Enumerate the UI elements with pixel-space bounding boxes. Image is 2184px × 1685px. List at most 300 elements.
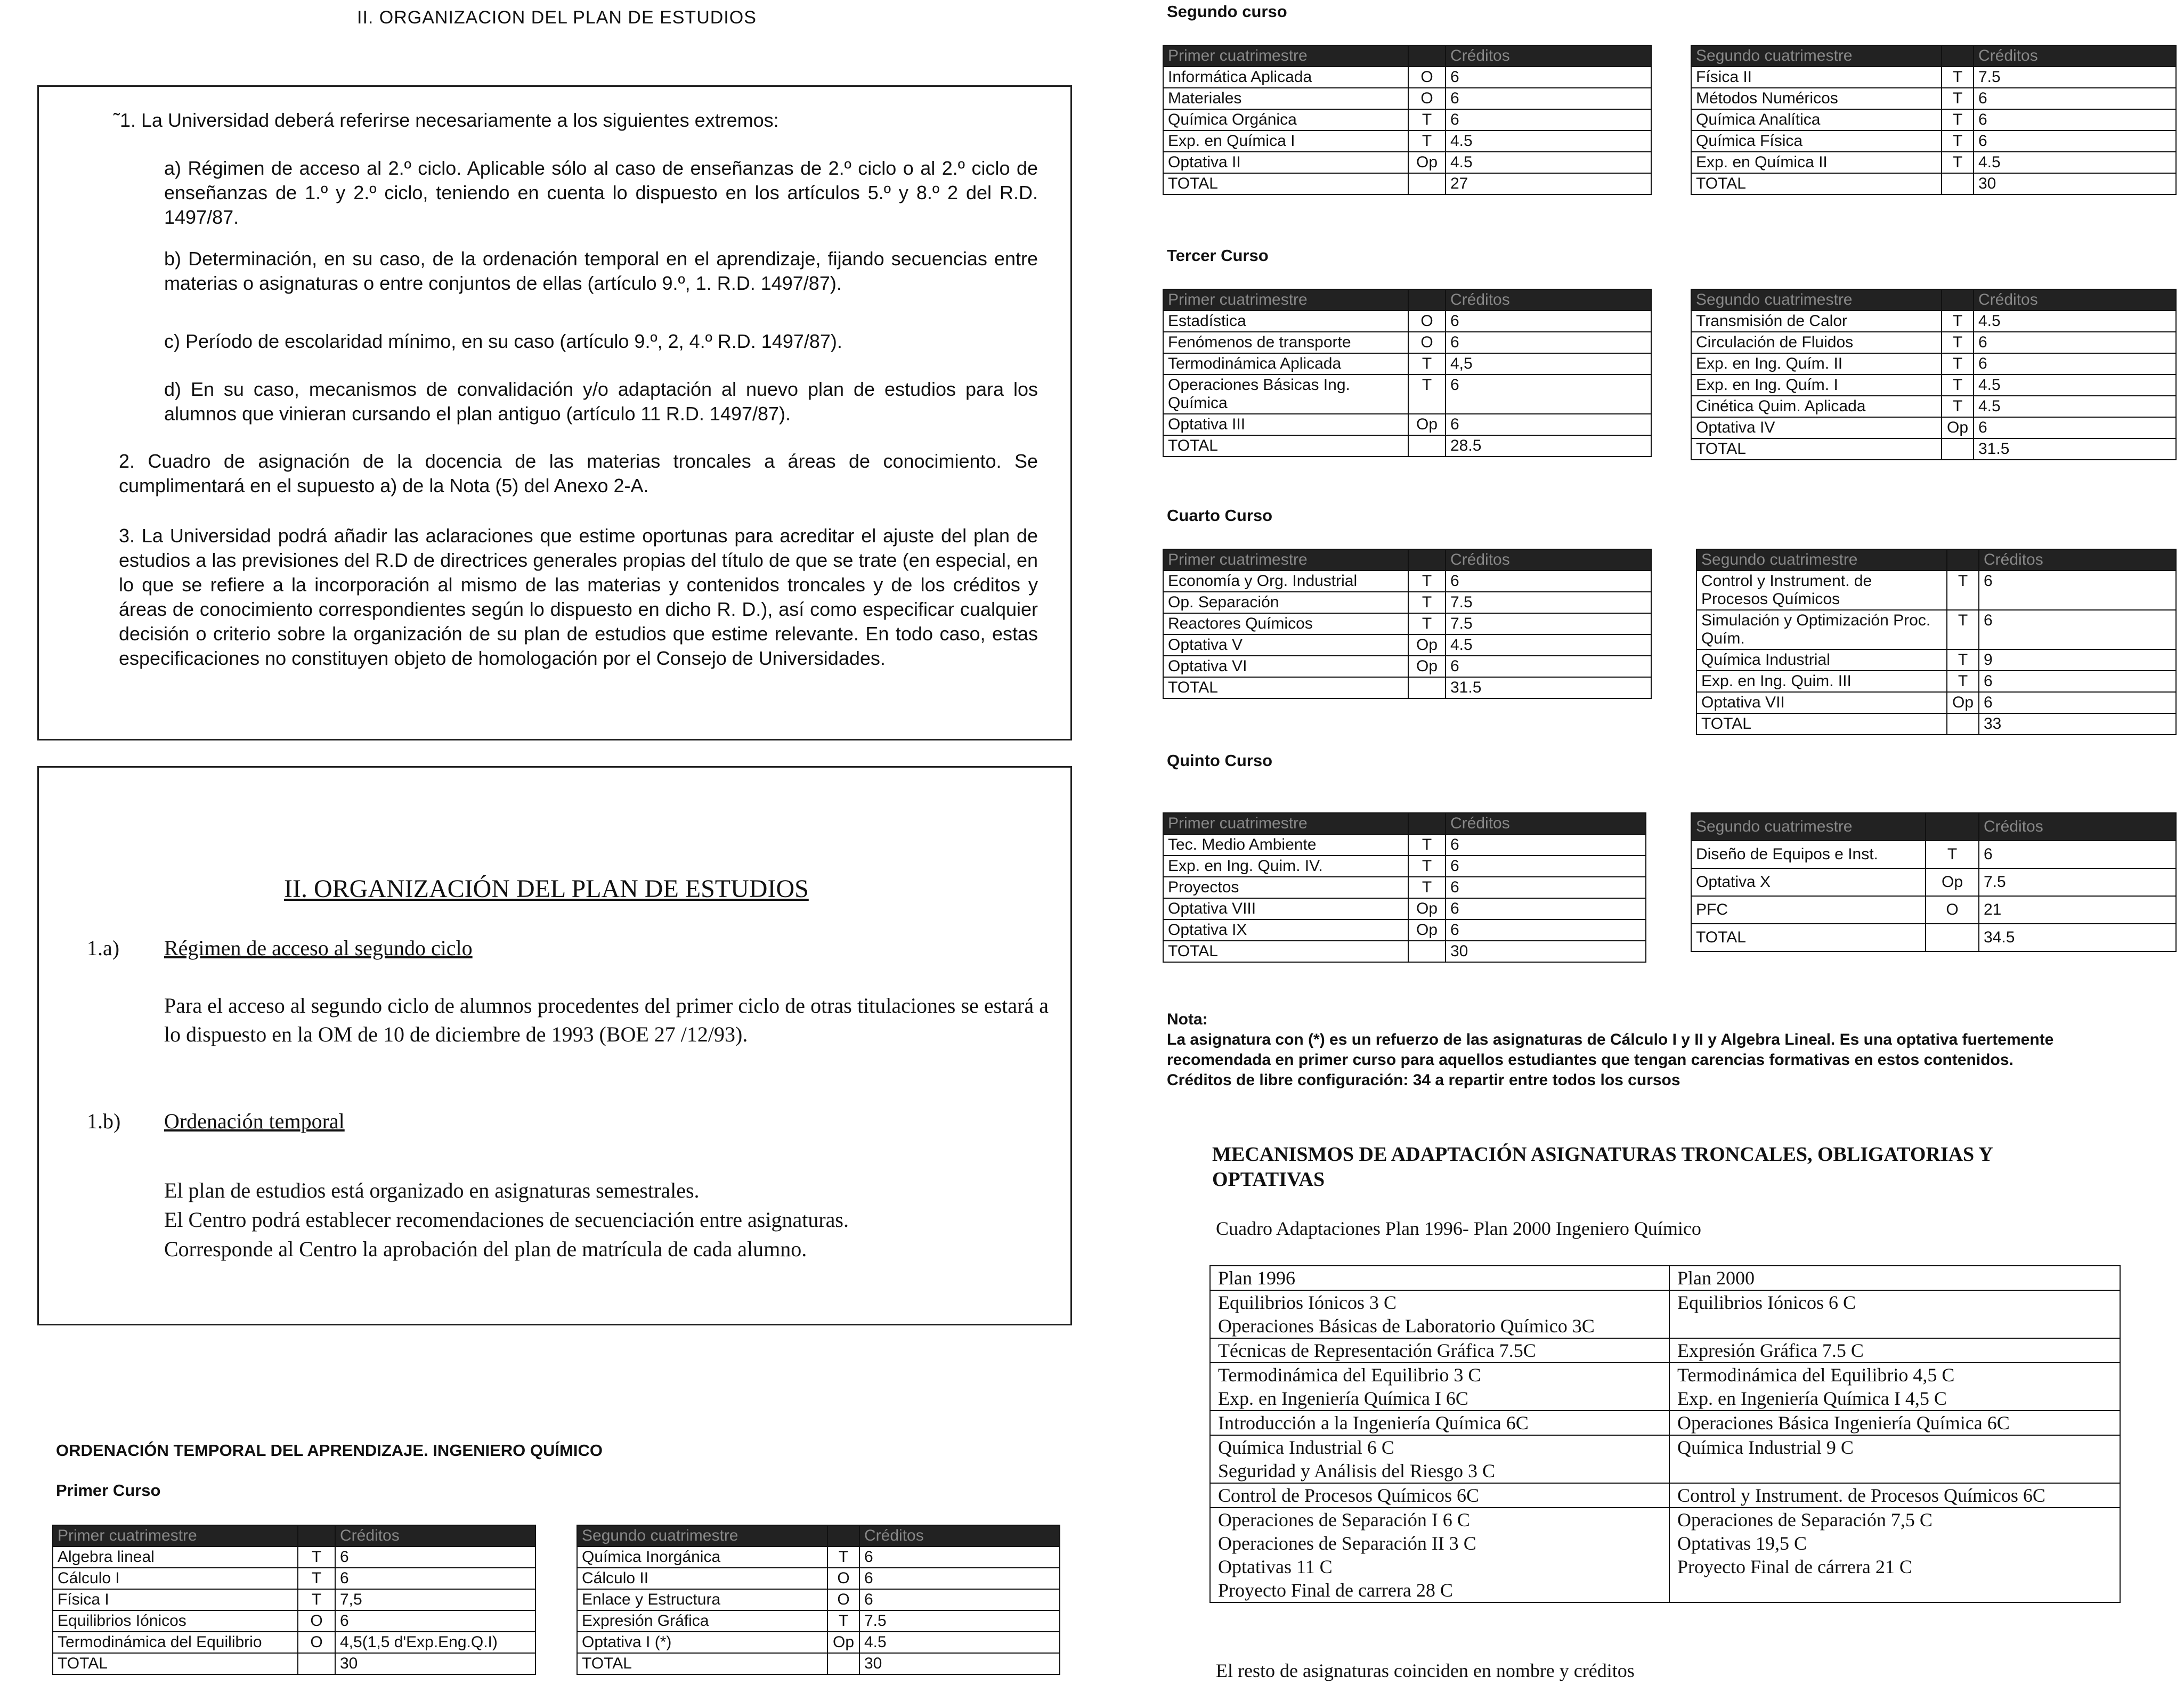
header-type [1408, 549, 1446, 571]
header-cuatrimestre: Primer cuatrimestre [1163, 813, 1408, 834]
organization-box [37, 766, 1072, 1325]
type-cell [1947, 713, 1979, 735]
credits-cell: 6 [859, 1568, 1060, 1589]
subject-cell: TOTAL [1696, 713, 1947, 735]
subject-cell: Optativa VI [1163, 656, 1408, 677]
subject-cell: TOTAL [1163, 941, 1408, 962]
table-header-row [1691, 289, 2176, 311]
header-type [1947, 549, 1979, 571]
subject-line: Técnicas de Representación Gráfica 7.5C [1218, 1340, 1536, 1361]
subject-cell: Proyectos [1163, 877, 1408, 898]
item-1: ˜1. La Universidad deberá referirse necesariamente a los siguientes extremos: [113, 109, 779, 131]
type-cell [1942, 173, 1974, 194]
plan-1996-cell [1210, 1290, 1669, 1338]
table-row [1163, 414, 1651, 435]
credits-cell: 4,5 [1446, 353, 1651, 375]
header-creditos: Créditos [1446, 813, 1646, 834]
table-row [1691, 67, 2176, 88]
type-cell: Op [1408, 634, 1446, 656]
type-cell: T [827, 1610, 859, 1632]
type-cell: O [1408, 311, 1446, 332]
header-creditos: Créditos [1446, 289, 1651, 311]
header-creditos: Créditos [859, 1525, 1060, 1546]
subject-cell: Materiales [1163, 88, 1408, 109]
type-cell: T [298, 1546, 335, 1568]
subsection-title-1b: Ordenación temporal [164, 1109, 345, 1133]
subject-cell: PFC [1691, 896, 1926, 924]
subject-cell: Optativa V [1163, 634, 1408, 656]
credits-cell: 7.5 [1446, 592, 1651, 613]
credits-cell: 7.5 [1446, 613, 1651, 634]
credits-cell: 4,5(1,5 d'Exp.Eng.Q.I) [335, 1632, 535, 1653]
quinto-curso-label: Quinto Curso [1167, 751, 1273, 770]
page-header: II. ORGANIZACION DEL PLAN DE ESTUDIOS [357, 7, 757, 28]
header-type [827, 1525, 859, 1546]
header-type [1408, 289, 1446, 311]
header-creditos: Créditos [1974, 45, 2176, 67]
adaptations-row [1210, 1411, 2120, 1435]
type-cell [827, 1653, 859, 1674]
credits-cell: 6 [1979, 692, 2176, 713]
type-cell [1942, 438, 1974, 460]
type-cell: T [827, 1546, 859, 1568]
subject-cell: Simulación y Optimización Proc. Quím. [1696, 610, 1947, 649]
table-row [53, 1653, 535, 1674]
subject-cell: Operaciones Básicas Ing. Química [1163, 375, 1408, 414]
subject-cell: Optativa I (*) [577, 1632, 827, 1653]
subject-line: Introducción a la Ingeniería Química 6C [1218, 1412, 1529, 1434]
subject-cell: Exp. en Ing. Quím. I [1691, 375, 1942, 396]
type-cell [1408, 435, 1446, 457]
table-row [1696, 713, 2176, 735]
credits-cell: 6 [1446, 414, 1651, 435]
type-cell: T [1942, 88, 1974, 109]
credits-cell: 4.5 [1974, 311, 2176, 332]
table-curso4-cuat1 [1163, 549, 1652, 699]
credits-cell: 6 [1979, 841, 2176, 868]
table-curso5-cuat1 [1163, 812, 1646, 963]
adaptations-row [1210, 1508, 2120, 1602]
credits-cell: 6 [1446, 877, 1646, 898]
subject-cell: Exp. en Ing. Quim. III [1696, 671, 1947, 692]
type-cell: Op [1408, 919, 1446, 941]
subject-cell: Química Orgánica [1163, 109, 1408, 131]
credits-cell: 6 [1446, 67, 1651, 88]
header-cuatrimestre: Segundo cuatrimestre [1691, 45, 1942, 67]
type-cell: Op [1408, 414, 1446, 435]
subject-cell: Termodinámica del Equilibrio [53, 1632, 298, 1653]
subject-line: Operaciones de Separación II 3 C [1218, 1533, 1476, 1554]
header-type [298, 1525, 335, 1546]
subject-cell: Física II [1691, 67, 1942, 88]
table-row [1691, 152, 2176, 173]
instructions-box [37, 85, 1072, 740]
table-row [53, 1610, 535, 1632]
subject-cell: Transmisión de Calor [1691, 311, 1942, 332]
header-plan-2000: Plan 2000 [1669, 1266, 2120, 1290]
table-curso3-cuat1 [1163, 289, 1652, 457]
table-curso1-cuat1 [52, 1525, 536, 1675]
item-1d: d) En su caso, mecanismos de convalidación y/o adaptación al nuevo plan de estudios para los alumnos que vinieran cursando el plan antiguo (artículo 11 R.D. 1497/87). [164, 378, 1038, 425]
item-1a: a) Régimen de acceso al 2.º ciclo. Aplicable sólo al caso de enseñanzas de 2.º ciclo o al 2.º ciclo de enseñanzas de 1.º y 2.º ciclo, teniendo en cuenta lo dispuesto en los artículos 5.º y 8.º 2 del R.D. 1497/87. [164, 157, 1038, 228]
header-creditos: Créditos [335, 1525, 535, 1546]
table-row [1163, 353, 1651, 375]
credits-cell: 33 [1979, 713, 2176, 735]
type-cell: O [1408, 67, 1446, 88]
table-header-row [1163, 45, 1651, 67]
table-row [53, 1546, 535, 1568]
subject-cell: Exp. en Ing. Quim. IV. [1163, 856, 1408, 877]
subject-line: Operaciones Básica Ingeniería Química 6C [1677, 1412, 2010, 1434]
table-row [1163, 856, 1646, 877]
header-type [1942, 45, 1974, 67]
type-cell: T [298, 1589, 335, 1610]
type-cell: Op [1408, 152, 1446, 173]
credits-cell: 6 [1974, 109, 2176, 131]
plan-2000-cell [1669, 1483, 2120, 1508]
table-row [577, 1653, 1060, 1674]
type-cell: T [1942, 375, 1974, 396]
table-row [577, 1610, 1060, 1632]
subject-cell: TOTAL [1691, 438, 1942, 460]
credits-cell: 7.5 [1979, 868, 2176, 896]
item-3: 3. La Universidad podrá añadir las aclaraciones que estime oportunas para acreditar el ajuste del plan de estudios a las previsiones del R.D de directrices generales propias del título de que se trate (en especial, en lo que se refiere a la incorporación al mismo de las materias y contenidos troncales y de los créditos y áreas de conocimiento correspondientes según lo dispuesto en dicho R. D.), así como especificar cualquier decisión o criterio sobre la organización de su plan de estudios que estime relevante. En todo caso, estas especificaciones no constituyen objeto de homologación por el Consejo de Universidades. [119, 525, 1038, 669]
subject-cell: Economía y Org. Industrial [1163, 571, 1408, 592]
credits-cell: 6 [1979, 610, 2176, 649]
type-cell: T [1947, 610, 1979, 649]
plan-1996-cell [1210, 1435, 1669, 1483]
credits-cell: 4.5 [1974, 396, 2176, 417]
table-row [1691, 841, 2176, 868]
subject-line: Operaciones Básicas de Laboratorio Químico 3C [1218, 1315, 1595, 1337]
subsection-number-1a: 1.a) [87, 936, 120, 960]
table-row [1163, 152, 1651, 173]
credits-cell: 6 [1446, 919, 1646, 941]
subject-cell: Química Física [1691, 131, 1942, 152]
subject-line: Exp. en Ingeniería Química I 4,5 C [1677, 1388, 1947, 1409]
header-type [1942, 289, 1974, 311]
header-cuatrimestre: Primer cuatrimestre [1163, 289, 1408, 311]
subject-line: Química Industrial 6 C [1218, 1437, 1394, 1458]
subject-cell: Métodos Numéricos [1691, 88, 1942, 109]
header-type [1926, 813, 1979, 841]
header-cuatrimestre: Primer cuatrimestre [1163, 549, 1408, 571]
subject-line: Control de Procesos Químicos 6C [1218, 1485, 1479, 1506]
subject-cell: Enlace y Estructura [577, 1589, 827, 1610]
subject-line: Optativas 19,5 C [1677, 1533, 1807, 1554]
plan-2000-cell [1669, 1435, 2120, 1483]
header-cuatrimestre: Primer cuatrimestre [53, 1525, 298, 1546]
subject-cell: Informática Aplicada [1163, 67, 1408, 88]
subsection-title-1a: Régimen de acceso al segundo ciclo [164, 936, 473, 960]
table-row [1696, 571, 2176, 610]
subject-line: Química Industrial 9 C [1677, 1437, 1854, 1458]
table-row [1163, 941, 1646, 962]
subject-cell: Circulación de Fluidos [1691, 332, 1942, 353]
subject-cell: Optativa II [1163, 152, 1408, 173]
type-cell: T [1408, 375, 1446, 414]
table-row [1163, 173, 1651, 194]
subject-cell: TOTAL [1163, 435, 1408, 457]
adaptations-row [1210, 1483, 2120, 1508]
subject-cell: Exp. en Química II [1691, 152, 1942, 173]
cuarto-curso-label: Cuarto Curso [1167, 506, 1273, 525]
nota-line-1: La asignatura con (*) es un refuerzo de las asignaturas de Cálculo I y II y Algebra Lineal. Es una optativa fuertemente [1167, 1031, 2054, 1048]
credits-cell: 4.5 [1446, 152, 1651, 173]
nota-line-3: Créditos de libre configuración: 34 a repartir entre todos los cursos [1167, 1071, 1680, 1089]
type-cell: T [1942, 67, 1974, 88]
credits-cell: 7.5 [859, 1610, 1060, 1632]
table-row [1691, 417, 2176, 438]
type-cell: T [1942, 396, 1974, 417]
item-2: 2. Cuadro de asignación de la docencia de las materias troncales a áreas de conocimiento. Se cumplimentará en el supuesto a) de la Nota (5) del Anexo 2-A. [119, 450, 1038, 496]
primer-curso-label: Primer Curso [56, 1481, 161, 1500]
type-cell: O [298, 1632, 335, 1653]
type-cell: Op [1942, 417, 1974, 438]
table-row [1696, 649, 2176, 671]
header-cuatrimestre: Segundo cuatrimestre [1696, 549, 1947, 571]
subject-cell: Optativa III [1163, 414, 1408, 435]
table-body [577, 1546, 1060, 1674]
subject-line: Termodinámica del Equilibrio 3 C [1218, 1364, 1481, 1386]
header-cuatrimestre: Primer cuatrimestre [1163, 45, 1408, 67]
type-cell: T [1942, 353, 1974, 375]
subject-line: Operaciones de Separación I 6 C [1218, 1509, 1470, 1531]
table-header-row [1163, 549, 1651, 571]
table-row [1163, 834, 1646, 856]
type-cell: T [1947, 571, 1979, 610]
subject-cell: Optativa VIII [1163, 898, 1408, 919]
credits-cell: 6 [1974, 332, 2176, 353]
subject-cell: TOTAL [1691, 924, 1926, 951]
subject-cell: TOTAL [1163, 677, 1408, 698]
credits-cell: 6 [335, 1546, 535, 1568]
table-curso1-cuat2 [577, 1525, 1060, 1675]
type-cell [1926, 924, 1979, 951]
type-cell: Op [1408, 656, 1446, 677]
type-cell: T [1408, 834, 1446, 856]
credits-cell: 6 [1446, 375, 1651, 414]
table-body [1163, 571, 1651, 698]
subject-line: Equilibrios Iónicos 6 C [1677, 1292, 1856, 1313]
credits-cell: 6 [1446, 834, 1646, 856]
table-header-row [1163, 813, 1646, 834]
type-cell: T [1942, 152, 1974, 173]
table-curso3-cuat2 [1691, 289, 2177, 460]
subject-cell: Exp. en Química I [1163, 131, 1408, 152]
table-row [1691, 896, 2176, 924]
type-cell: O [1926, 896, 1979, 924]
table-row [1691, 396, 2176, 417]
table-row [577, 1632, 1060, 1653]
type-cell: T [1408, 877, 1446, 898]
table-header-row [1163, 289, 1651, 311]
table-row [1163, 131, 1651, 152]
subject-line: Proyecto Final de carrera 28 C [1218, 1580, 1453, 1601]
table-header-row [577, 1525, 1060, 1546]
credits-cell: 6 [1446, 311, 1651, 332]
table-row [1163, 592, 1651, 613]
subject-line: Optativas 11 C [1218, 1556, 1333, 1577]
table-header-row [1691, 45, 2176, 67]
adaptations-row [1210, 1435, 2120, 1483]
subject-line: Seguridad y Análisis del Riesgo 3 C [1218, 1460, 1495, 1482]
table-row [1163, 877, 1646, 898]
subject-cell: TOTAL [1691, 173, 1942, 194]
segundo-curso-label: Segundo curso [1167, 2, 1287, 21]
credits-cell: 31.5 [1446, 677, 1651, 698]
credits-cell: 6 [1974, 417, 2176, 438]
ordering-title: ORDENACIÓN TEMPORAL DEL APRENDIZAJE. INGENIERO QUÍMICO [56, 1441, 603, 1460]
subject-cell: Op. Separación [1163, 592, 1408, 613]
credits-cell: 27 [1446, 173, 1651, 194]
credits-cell: 4.5 [1974, 152, 2176, 173]
table-header-row [1696, 549, 2176, 571]
subject-line: Expresión Gráfica 7.5 C [1677, 1340, 1864, 1361]
subject-cell: Exp. en Ing. Quím. II [1691, 353, 1942, 375]
table-row [1163, 311, 1651, 332]
table-row [1691, 868, 2176, 896]
adaptations-row [1210, 1338, 2120, 1363]
table-row [1696, 610, 2176, 649]
subject-cell: Reactores Químicos [1163, 613, 1408, 634]
subject-cell: Termodinámica Aplicada [1163, 353, 1408, 375]
subject-line: Operaciones de Separación 7,5 C [1677, 1509, 1933, 1531]
subject-cell: Estadística [1163, 311, 1408, 332]
header-creditos: Créditos [1979, 549, 2176, 571]
type-cell: Op [1408, 898, 1446, 919]
subject-line: Termodinámica del Equilibrio 4,5 C [1677, 1364, 1955, 1386]
subject-cell: Química Analítica [1691, 109, 1942, 131]
table-row [1696, 692, 2176, 713]
table-row [577, 1568, 1060, 1589]
table-row [1691, 311, 2176, 332]
type-cell: T [1942, 131, 1974, 152]
type-cell: Op [1926, 868, 1979, 896]
credits-cell: 6 [1974, 88, 2176, 109]
type-cell: T [1408, 856, 1446, 877]
table-body [1163, 311, 1651, 457]
credits-cell: 21 [1979, 896, 2176, 924]
plan-2000-cell [1669, 1508, 2120, 1602]
ordering-line-3: Corresponde al Centro la aprobación del plan de matrícula de cada alumno. [164, 1237, 807, 1261]
mecanismos-title-1: MECANISMOS DE ADAPTACIÓN ASIGNATURAS TRONCALES, OBLIGATORIAS Y [1212, 1143, 1993, 1166]
header-type [1408, 45, 1446, 67]
adaptations-row [1210, 1290, 2120, 1338]
subject-cell: Optativa IV [1691, 417, 1942, 438]
table-row [1163, 898, 1646, 919]
adaptations-table [1209, 1265, 2121, 1603]
subject-cell: Optativa VII [1696, 692, 1947, 713]
credits-cell: 31.5 [1974, 438, 2176, 460]
subject-cell: Cinética Quim. Aplicada [1691, 396, 1942, 417]
table-row [1691, 924, 2176, 951]
type-cell: T [1942, 109, 1974, 131]
header-creditos: Créditos [1446, 45, 1651, 67]
table-row [1163, 656, 1651, 677]
table-row [1691, 438, 2176, 460]
table-row [1163, 571, 1651, 592]
cuadro-adaptaciones-title: Cuadro Adaptaciones Plan 1996- Plan 2000 Ingeniero Químico [1216, 1218, 1701, 1239]
header-creditos: Créditos [1979, 813, 2176, 841]
table-curso2-cuat2 [1691, 45, 2177, 195]
credits-cell: 4.5 [859, 1632, 1060, 1653]
subject-cell: Algebra lineal [53, 1546, 298, 1568]
table-row [577, 1589, 1060, 1610]
credits-cell: 7,5 [335, 1589, 535, 1610]
subsection-text-1a: Para el acceso al segundo ciclo de alumnos procedentes del primer ciclo de otras titulaciones se estará a lo dispuesto en la OM de 10 de diciembre de 1993 (BOE 27 /12/93). [164, 994, 1049, 1046]
type-cell: O [827, 1568, 859, 1589]
table-row [53, 1589, 535, 1610]
credits-cell: 28.5 [1446, 435, 1651, 457]
header-plan-1996: Plan 1996 [1210, 1266, 1669, 1290]
plan-1996-cell [1210, 1483, 1669, 1508]
subject-cell: Optativa IX [1163, 919, 1408, 941]
table-row [1691, 88, 2176, 109]
credits-cell: 4.5 [1446, 634, 1651, 656]
header-creditos: Créditos [1446, 549, 1651, 571]
resto-note: El resto de asignaturas coinciden en nombre y créditos [1216, 1660, 1635, 1681]
type-cell: O [827, 1589, 859, 1610]
table-row [1163, 332, 1651, 353]
header-type [1408, 813, 1446, 834]
type-cell: T [1408, 353, 1446, 375]
subject-cell: Cálculo II [577, 1568, 827, 1589]
type-cell: T [1942, 332, 1974, 353]
ordering-line-2: El Centro podrá establecer recomendaciones de secuenciación entre asignaturas. [164, 1208, 849, 1232]
table-row [1163, 67, 1651, 88]
subject-cell: Química Industrial [1696, 649, 1947, 671]
type-cell [1408, 677, 1446, 698]
subject-cell: TOTAL [53, 1653, 298, 1674]
adaptations-row [1210, 1363, 2120, 1411]
credits-cell: 6 [1446, 856, 1646, 877]
adaptations-body [1210, 1290, 2120, 1602]
table-row [53, 1632, 535, 1653]
table-row [1696, 671, 2176, 692]
table-body [1691, 311, 2176, 460]
type-cell [1408, 173, 1446, 194]
header-cuatrimestre: Segundo cuatrimestre [577, 1525, 827, 1546]
subject-cell: Equilibrios Iónicos [53, 1610, 298, 1632]
table-row [577, 1546, 1060, 1568]
type-cell: T [1408, 109, 1446, 131]
header-creditos: Créditos [1974, 289, 2176, 311]
table-row [1163, 109, 1651, 131]
credits-cell: 7.5 [1974, 67, 2176, 88]
item-1b: b) Determinación, en su caso, de la ordenación temporal en el aprendizaje, fijando secuencias entre materias o asignaturas o entre conjuntos de ellas (artículo 9.º, 1. R.D. 1497/87). [164, 248, 1038, 294]
table-row [1691, 353, 2176, 375]
type-cell: O [298, 1610, 335, 1632]
subject-line: Proyecto Final de cárrera 21 C [1677, 1556, 1912, 1577]
type-cell: T [1942, 311, 1974, 332]
credits-cell: 6 [335, 1610, 535, 1632]
plan-2000-cell [1669, 1411, 2120, 1435]
ordering-line-1: El plan de estudios está organizado en asignaturas semestrales. [164, 1178, 700, 1202]
credits-cell: 6 [1446, 571, 1651, 592]
table-row [1163, 375, 1651, 414]
table-curso2-cuat1 [1163, 45, 1652, 195]
subject-line: Equilibrios Iónicos 3 C [1218, 1292, 1397, 1313]
subsection-number-1b: 1.b) [87, 1109, 121, 1133]
plan-1996-cell [1210, 1411, 1669, 1435]
table-row [1691, 332, 2176, 353]
table-row [1691, 131, 2176, 152]
table-row [1163, 919, 1646, 941]
credits-cell: 34.5 [1979, 924, 2176, 951]
subject-cell: Expresión Gráfica [577, 1610, 827, 1632]
table-header-row [53, 1525, 535, 1546]
